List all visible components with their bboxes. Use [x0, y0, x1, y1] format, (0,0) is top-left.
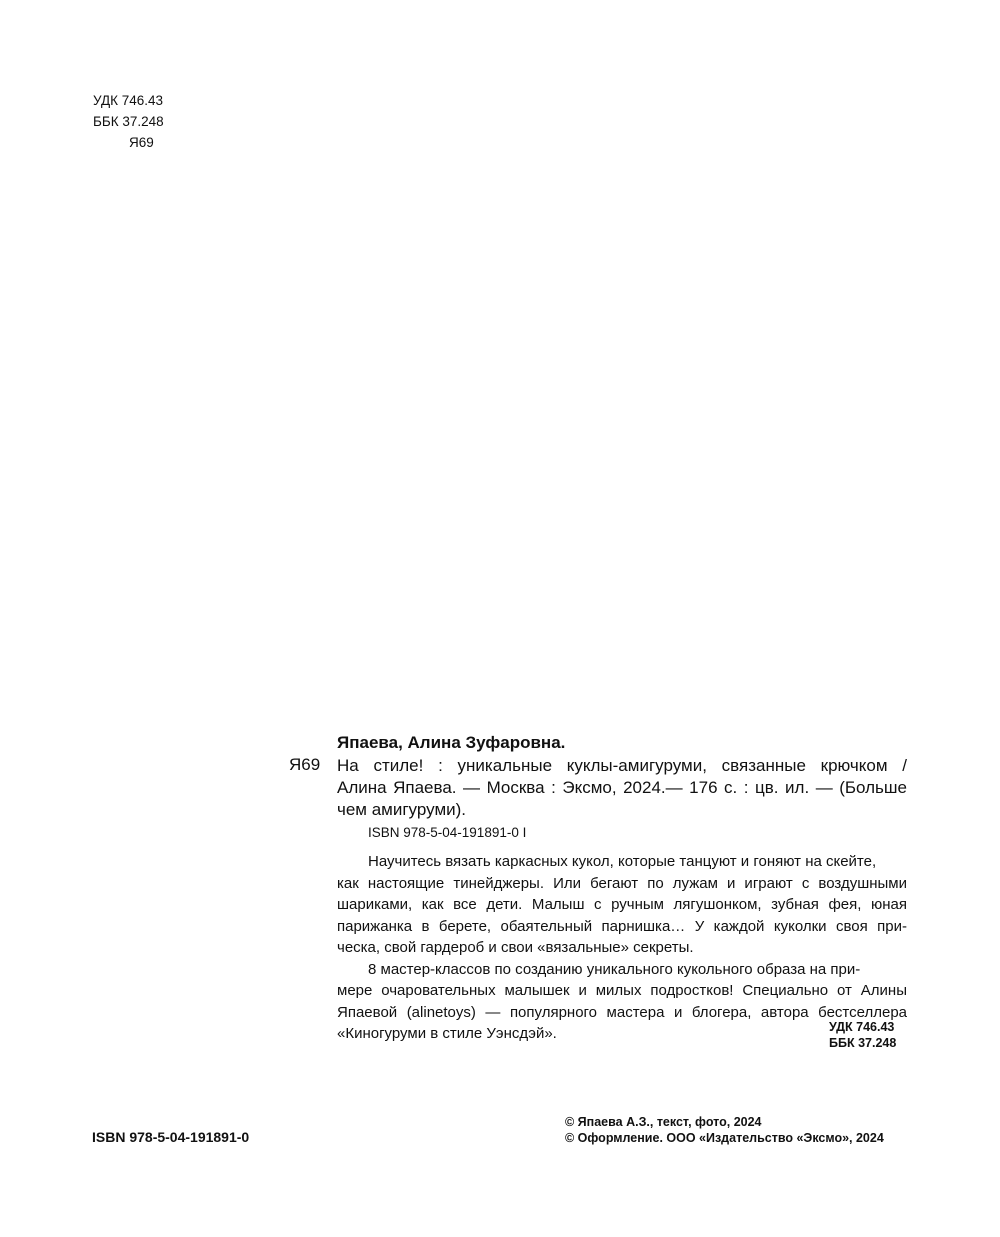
udk-block-top [93, 90, 164, 153]
biblio-line: На стиле! : уникальные куклы-амигуруми, связанные крючком / [337, 756, 907, 775]
author-sign: Я69 [129, 135, 154, 150]
annotation-line: мере очаровательных малышек и милых подростков! Специально от Алины [337, 982, 907, 999]
annotation-line: ческа, свой гардероб и свои «вязальные» секреты. [337, 939, 694, 956]
biblio-line: Алина Япаева. — Москва : Эксмо, 2024.— 176 с. : цв. ил. — (Больше [337, 778, 907, 797]
biblio-line: чем амигуруми). [337, 800, 467, 819]
annotation-line: Научитесь вязать каркасных кукол, которые танцуют и гоняют на скейте, [368, 853, 877, 870]
annotation-line: как настоящие тинейджеры. Или бегают по лужам и играют с воздушными [337, 874, 907, 892]
bbk-code: ББК 37.248 [829, 1035, 897, 1050]
copyright-block [565, 1114, 884, 1146]
udk-code: УДК 746.43 [93, 93, 164, 108]
footer-isbn: ISBN 978-5-04-191891-0 [92, 1129, 250, 1145]
annotation-line: парижанка в берете, обаятельный парнишка… У каждой куколки своя при- [337, 917, 907, 935]
author-heading: Япаева, Алина Зуфаровна. [337, 733, 566, 752]
annotation [337, 851, 907, 1045]
annotation-line: шариками, как все дети. Малыш с ручным лягушонком, зубная фея, юная [337, 896, 907, 913]
annotation-line: «Киногуруми в стиле Уэнсдэй». [337, 1025, 557, 1042]
annotation-line: 8 мастер-классов по созданию уникального кукольного образа на при- [368, 960, 861, 978]
bbk-code: ББК 37.248 [93, 114, 164, 129]
bibliographic-description [337, 755, 907, 821]
udk-block-bottom [829, 1020, 896, 1051]
card-isbn: ISBN 978-5-04-191891-0 I [368, 825, 527, 840]
card-author-sign: Я69 [289, 755, 321, 774]
copyright-line: © Оформление. ООО «Издательство «Эксмо», 2024 [565, 1131, 884, 1145]
udk-code: УДК 746.43 [829, 1020, 895, 1034]
annotation-line: Япаевой (alinetoys) — популярного мастера и блогера, автора бестселлера [337, 1003, 907, 1021]
copyright-line: © Япаева А.З., текст, фото, 2024 [565, 1115, 762, 1129]
